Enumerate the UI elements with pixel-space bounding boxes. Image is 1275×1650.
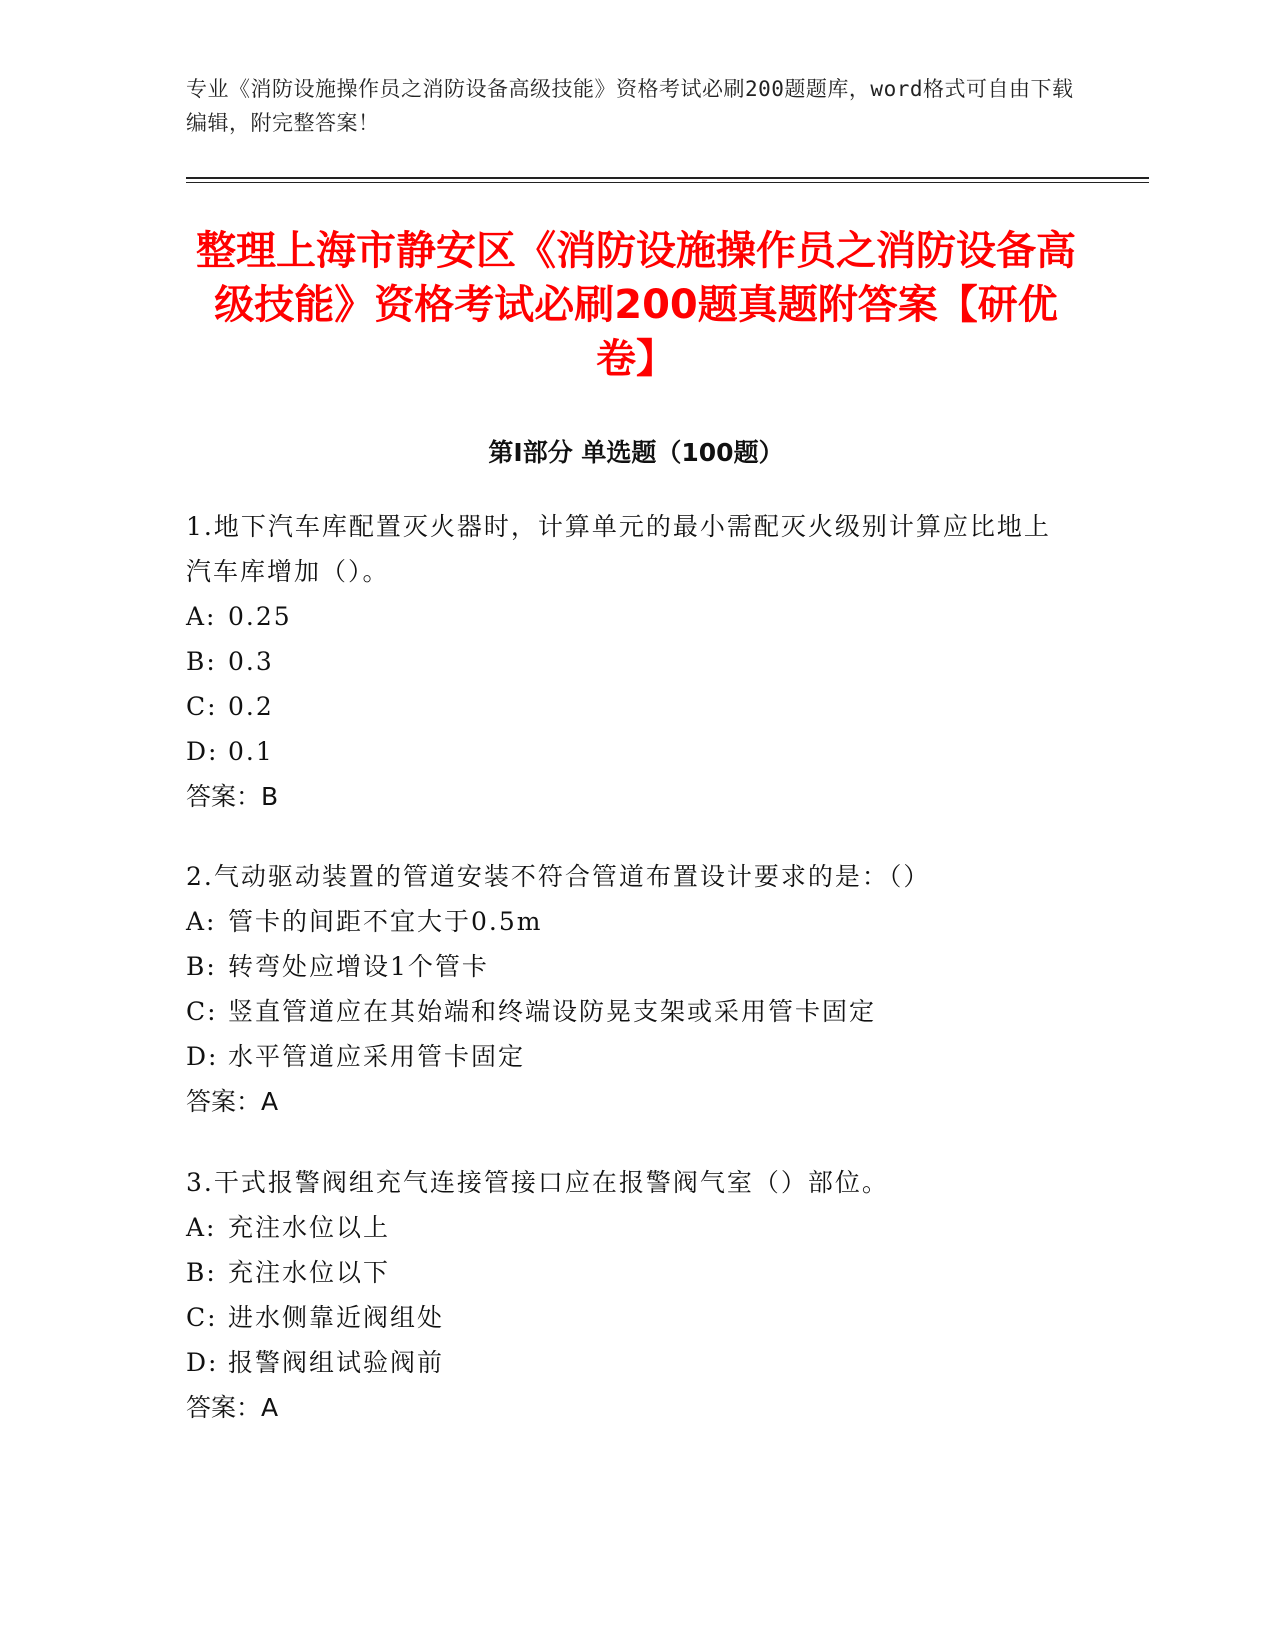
option-c xyxy=(186,989,1076,1034)
option-text: 管卡的间距不宜大于0.5m xyxy=(228,907,543,936)
option-letter: A: xyxy=(186,1213,217,1242)
option-c xyxy=(186,1295,1076,1340)
option-b xyxy=(186,639,1076,684)
option-text: 0.3 xyxy=(228,647,274,676)
option-letter: B: xyxy=(186,1258,217,1287)
header-divider-thick xyxy=(186,177,1149,179)
answer-line: 答案：A xyxy=(186,1393,279,1422)
option-letter: C: xyxy=(186,692,218,721)
option-letter: A: xyxy=(186,602,217,631)
option-letter: B: xyxy=(186,647,217,676)
option-a xyxy=(186,594,1076,639)
option-c xyxy=(186,684,1076,729)
question-2 xyxy=(186,854,1076,1124)
option-letter: A: xyxy=(186,907,217,936)
option-letter: C: xyxy=(186,1303,218,1332)
option-text: 竖直管道应在其始端和终端设防晃支架或采用管卡固定 xyxy=(228,997,877,1026)
option-d xyxy=(186,1034,1076,1079)
option-a xyxy=(186,1205,1076,1250)
document-title: 整理上海市静安区《消防设施操作员之消防设备高级技能》资格考试必刷200题真题附答案【研优卷】 xyxy=(196,228,1076,382)
option-text: 0.1 xyxy=(228,737,274,766)
option-b xyxy=(186,1250,1076,1295)
header-divider-thin xyxy=(186,182,1149,183)
option-text: 0.25 xyxy=(228,602,292,631)
option-letter: D: xyxy=(186,1348,219,1377)
question-1 xyxy=(186,504,1076,819)
option-text: 报警阀组试验阀前 xyxy=(228,1348,445,1377)
option-letter: D: xyxy=(186,737,219,766)
question-stem: 1.地下汽车库配置灭火器时，计算单元的最小需配灭火级别计算应比地上汽车库增加（）。 xyxy=(186,512,1051,586)
option-text: 充注水位以下 xyxy=(228,1258,391,1287)
answer-line: 答案：B xyxy=(186,782,279,811)
answer-line: 答案：A xyxy=(186,1087,279,1116)
option-b xyxy=(186,944,1076,989)
option-letter: C: xyxy=(186,997,218,1026)
option-text: 0.2 xyxy=(228,692,274,721)
question-stem: 3.干式报警阀组充气连接管接口应在报警阀气室（）部位。 xyxy=(186,1168,889,1197)
option-d xyxy=(186,729,1076,774)
option-text: 转弯处应增设1个管卡 xyxy=(228,952,489,981)
option-text: 进水侧靠近阀组处 xyxy=(228,1303,445,1332)
option-text: 水平管道应采用管卡固定 xyxy=(228,1042,526,1071)
section-title: 第I部分 单选题（100题） xyxy=(488,438,784,467)
option-d xyxy=(186,1340,1076,1385)
option-letter: B: xyxy=(186,952,217,981)
option-text: 充注水位以上 xyxy=(228,1213,391,1242)
header-note: 专业《消防设施操作员之消防设备高级技能》资格考试必刷200题题库，word格式可自由下载编辑，附完整答案！ xyxy=(186,77,1074,135)
question-stem: 2.气动驱动装置的管道安装不符合管道布置设计要求的是：（） xyxy=(186,862,931,891)
option-a xyxy=(186,899,1076,944)
question-3 xyxy=(186,1160,1076,1430)
option-letter: D: xyxy=(186,1042,219,1071)
